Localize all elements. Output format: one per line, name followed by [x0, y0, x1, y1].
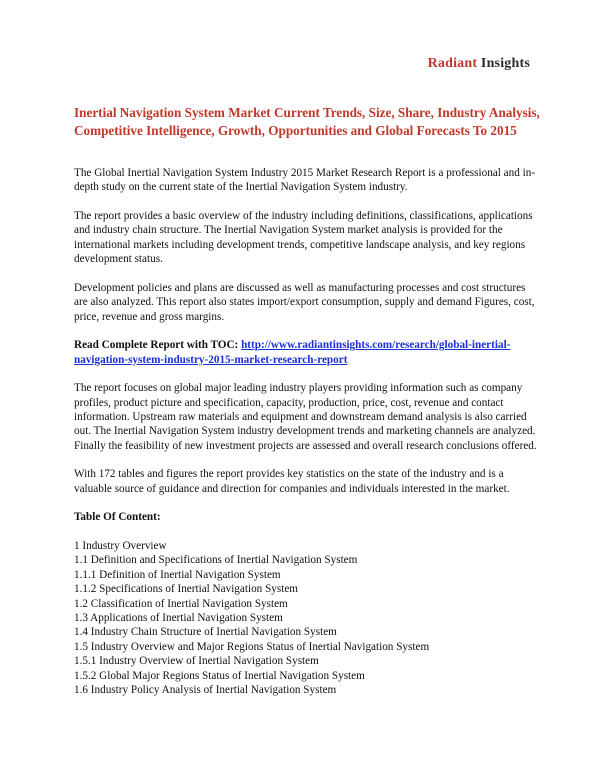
toc-item: 1.3 Applications of Inertial Navigation System [74, 612, 283, 625]
logo-word-insights: Insights [480, 56, 530, 71]
toc-list [74, 539, 540, 697]
toc-item: 1.1 Definition and Specifications of Inertial Navigation System [74, 554, 358, 567]
intro-paragraph: The Global Inertial Navigation System Industry 2015 Market Research Report is a professional and in-depth study on the current state of the Inertial Navigation System industry. [74, 167, 536, 194]
toc-item: 1.5 Industry Overview and Major Regions Status of Inertial Navigation System [74, 640, 430, 653]
toc-item: 1.1.2 Specifications of Inertial Navigation System [74, 583, 299, 596]
overview-paragraph: The report provides a basic overview of the industry including definitions, classifications, applications and industry chain structure. The Inertial Navigation System market analysis is provided for the international markets including development trends, competitive landscape analysis, and key regions development status. [74, 210, 533, 266]
toc-heading: Table Of Content: [74, 511, 161, 524]
toc-item: 1.6 Industry Policy Analysis of Inertial Navigation System [74, 684, 337, 697]
document-body [74, 104, 540, 698]
toc-item: 1.5.1 Industry Overview of Inertial Navigation System [74, 655, 319, 668]
brand-logo [428, 56, 530, 72]
toc-item: 1.2 Classification of Inertial Navigation System [74, 597, 288, 610]
read-more-line [74, 338, 540, 367]
policies-paragraph: Development policies and plans are discussed as well as manufacturing processes and cost structures are also analyzed. This report also states import/export consumption, supply and demand Figures, cost, price, revenue and gross margins. [74, 281, 535, 323]
toc-item: 1.5.2 Global Major Regions Status of Inertial Navigation System [74, 669, 365, 682]
logo-word-radiant: Radiant [427, 56, 478, 71]
report-link[interactable]: http://www.radiantinsights.com/research/global-inertial-navigation-system-industry-2015-market-research-report [74, 339, 511, 366]
report-title: Inertial Navigation System Market Current Trends, Size, Share, Industry Analysis, Competitive Intelligence, Growth, Opportunities and Global Forecasts To 2015 [74, 105, 540, 138]
read-more-label: Read Complete Report with TOC: [74, 339, 239, 352]
stats-paragraph: With 172 tables and figures the report provides key statistics on the state of the industry and is a valuable source of guidance and direction for companies and individuals interested in the market. [74, 468, 510, 495]
toc-item: 1 Industry Overview [74, 540, 167, 553]
toc-item: 1.1.1 Definition of Inertial Navigation System [74, 568, 281, 581]
focus-paragraph: The report focuses on global major leading industry players providing information such as company profiles, product picture and specification, capacity, production, price, cost, revenue and contact information. Upstream raw materials and equipment and downstream demand analysis is also carried out. The Inertial Navigation System industry development trends and marketing channels are analyzed. Finally the feasibility of new investment projects are assessed and overall research conclusions offered. [74, 382, 537, 452]
toc-item: 1.4 Industry Chain Structure of Inertial Navigation System [74, 626, 337, 639]
